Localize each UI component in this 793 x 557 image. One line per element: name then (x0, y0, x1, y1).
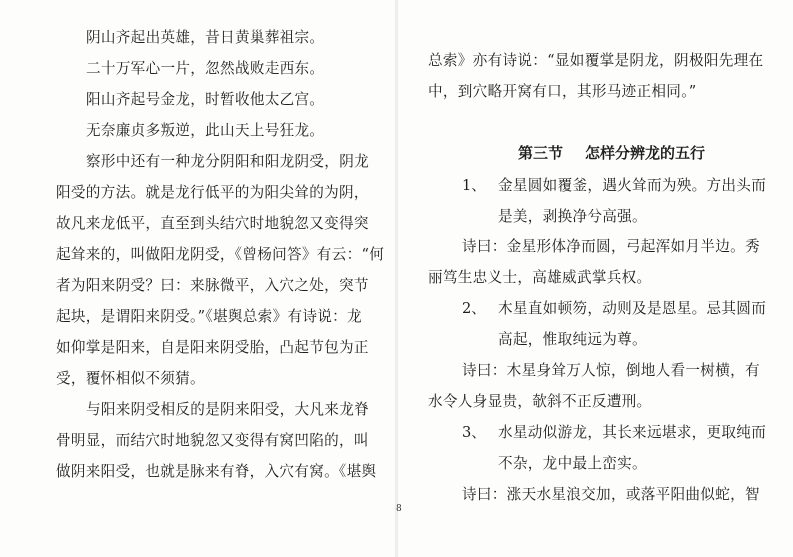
section-title: 怎样分辨龙的五行 (585, 144, 706, 162)
poem-line: 阳山齐起号金龙，时暂收他太乙宫。 (86, 91, 325, 108)
paragraph-line: 故凡来龙低平，直至到头结穴时地貌忽又变得突 (56, 215, 369, 232)
paragraph-line: 中，到穴略开窝有口，其形马迹正相同。” (428, 83, 697, 100)
item-line: 金星圆如覆釜，遇火耸而为殃。方出头而 (498, 177, 767, 194)
section-heading (518, 143, 705, 163)
paragraph-line: 受，覆怀相似不须猜。 (56, 370, 205, 387)
page-gutter (395, 0, 398, 557)
section-number: 第三节 (518, 144, 564, 162)
poem-line: 阴山齐起出英雄，昔日黄巢葬祖宗。 (86, 29, 325, 46)
item-number: 3、 (462, 424, 486, 441)
item-poem-line: 诗曰：金星形体净而圆，弓起浑如月半边。秀 (462, 238, 760, 255)
item-poem-line: 丽笃生忠义士，高雄威武掌兵权。 (428, 269, 652, 286)
paragraph-line: 与阳来阴受相反的是阴来阳受，大凡来龙脊 (86, 401, 369, 418)
item-line: 是美，剥换净兮高强。 (498, 208, 647, 225)
poem-line: 无奈廉贞多叛逆，此山天上号狂龙。 (86, 122, 325, 139)
paragraph-line: 起耸来的，叫做阳龙阴受，《曾杨问答》有云：“何 (56, 246, 385, 263)
item-line: 高起，惟取纯远为尊。 (498, 331, 647, 348)
item-line: 木星直如顿笏，动则及是恩星。忌其圆而 (498, 300, 767, 317)
item-poem-line: 水令人身显贵，欹斜不正反遭刑。 (428, 393, 652, 410)
paragraph-line: 起块，是谓阳来阴受。”《堪舆总索》有诗说：龙 (56, 308, 362, 325)
poem-line: 二十万军心一片，忽然战败走西东。 (86, 60, 325, 77)
paragraph-line: 做阴来阳受，也就是脉来有脊，入穴有窝。《堪舆 (56, 463, 377, 480)
item-number: 2、 (462, 300, 486, 317)
paragraph-line: 阳受的方法。就是龙行低平的为阳尖耸的为阴， (56, 184, 369, 201)
item-number: 1、 (462, 177, 486, 194)
item-poem-line: 诗曰：涨天水星浪交加，或落平阳曲似蛇，智 (462, 486, 760, 503)
page-number: 8 (396, 504, 402, 514)
item-line: 水星动似游龙，其长来远堪求，更取纯而 (498, 424, 767, 441)
item-line: 不杂，龙中最上峦实。 (498, 455, 647, 472)
item-poem-line: 诗曰：木星身耸万人惊，倒地人看一树横，有 (462, 362, 760, 379)
paragraph-line: 如仰掌是阳来，自是阳来阴受胎，凸起节包为正 (56, 339, 369, 356)
paragraph-line: 察形中还有一种龙分阴阳和阳龙阴受，阴龙 (86, 153, 369, 170)
paragraph-line: 总索》亦有诗说：“显如覆掌是阴龙，阴极阳先理在 (428, 52, 764, 69)
paragraph-line: 者为阳来阴受？曰：来脉微平，入穴之处，突节 (56, 277, 369, 294)
paragraph-line: 骨明显，而结穴时地貌忽又变得有窝凹陷的，叫 (56, 432, 369, 449)
